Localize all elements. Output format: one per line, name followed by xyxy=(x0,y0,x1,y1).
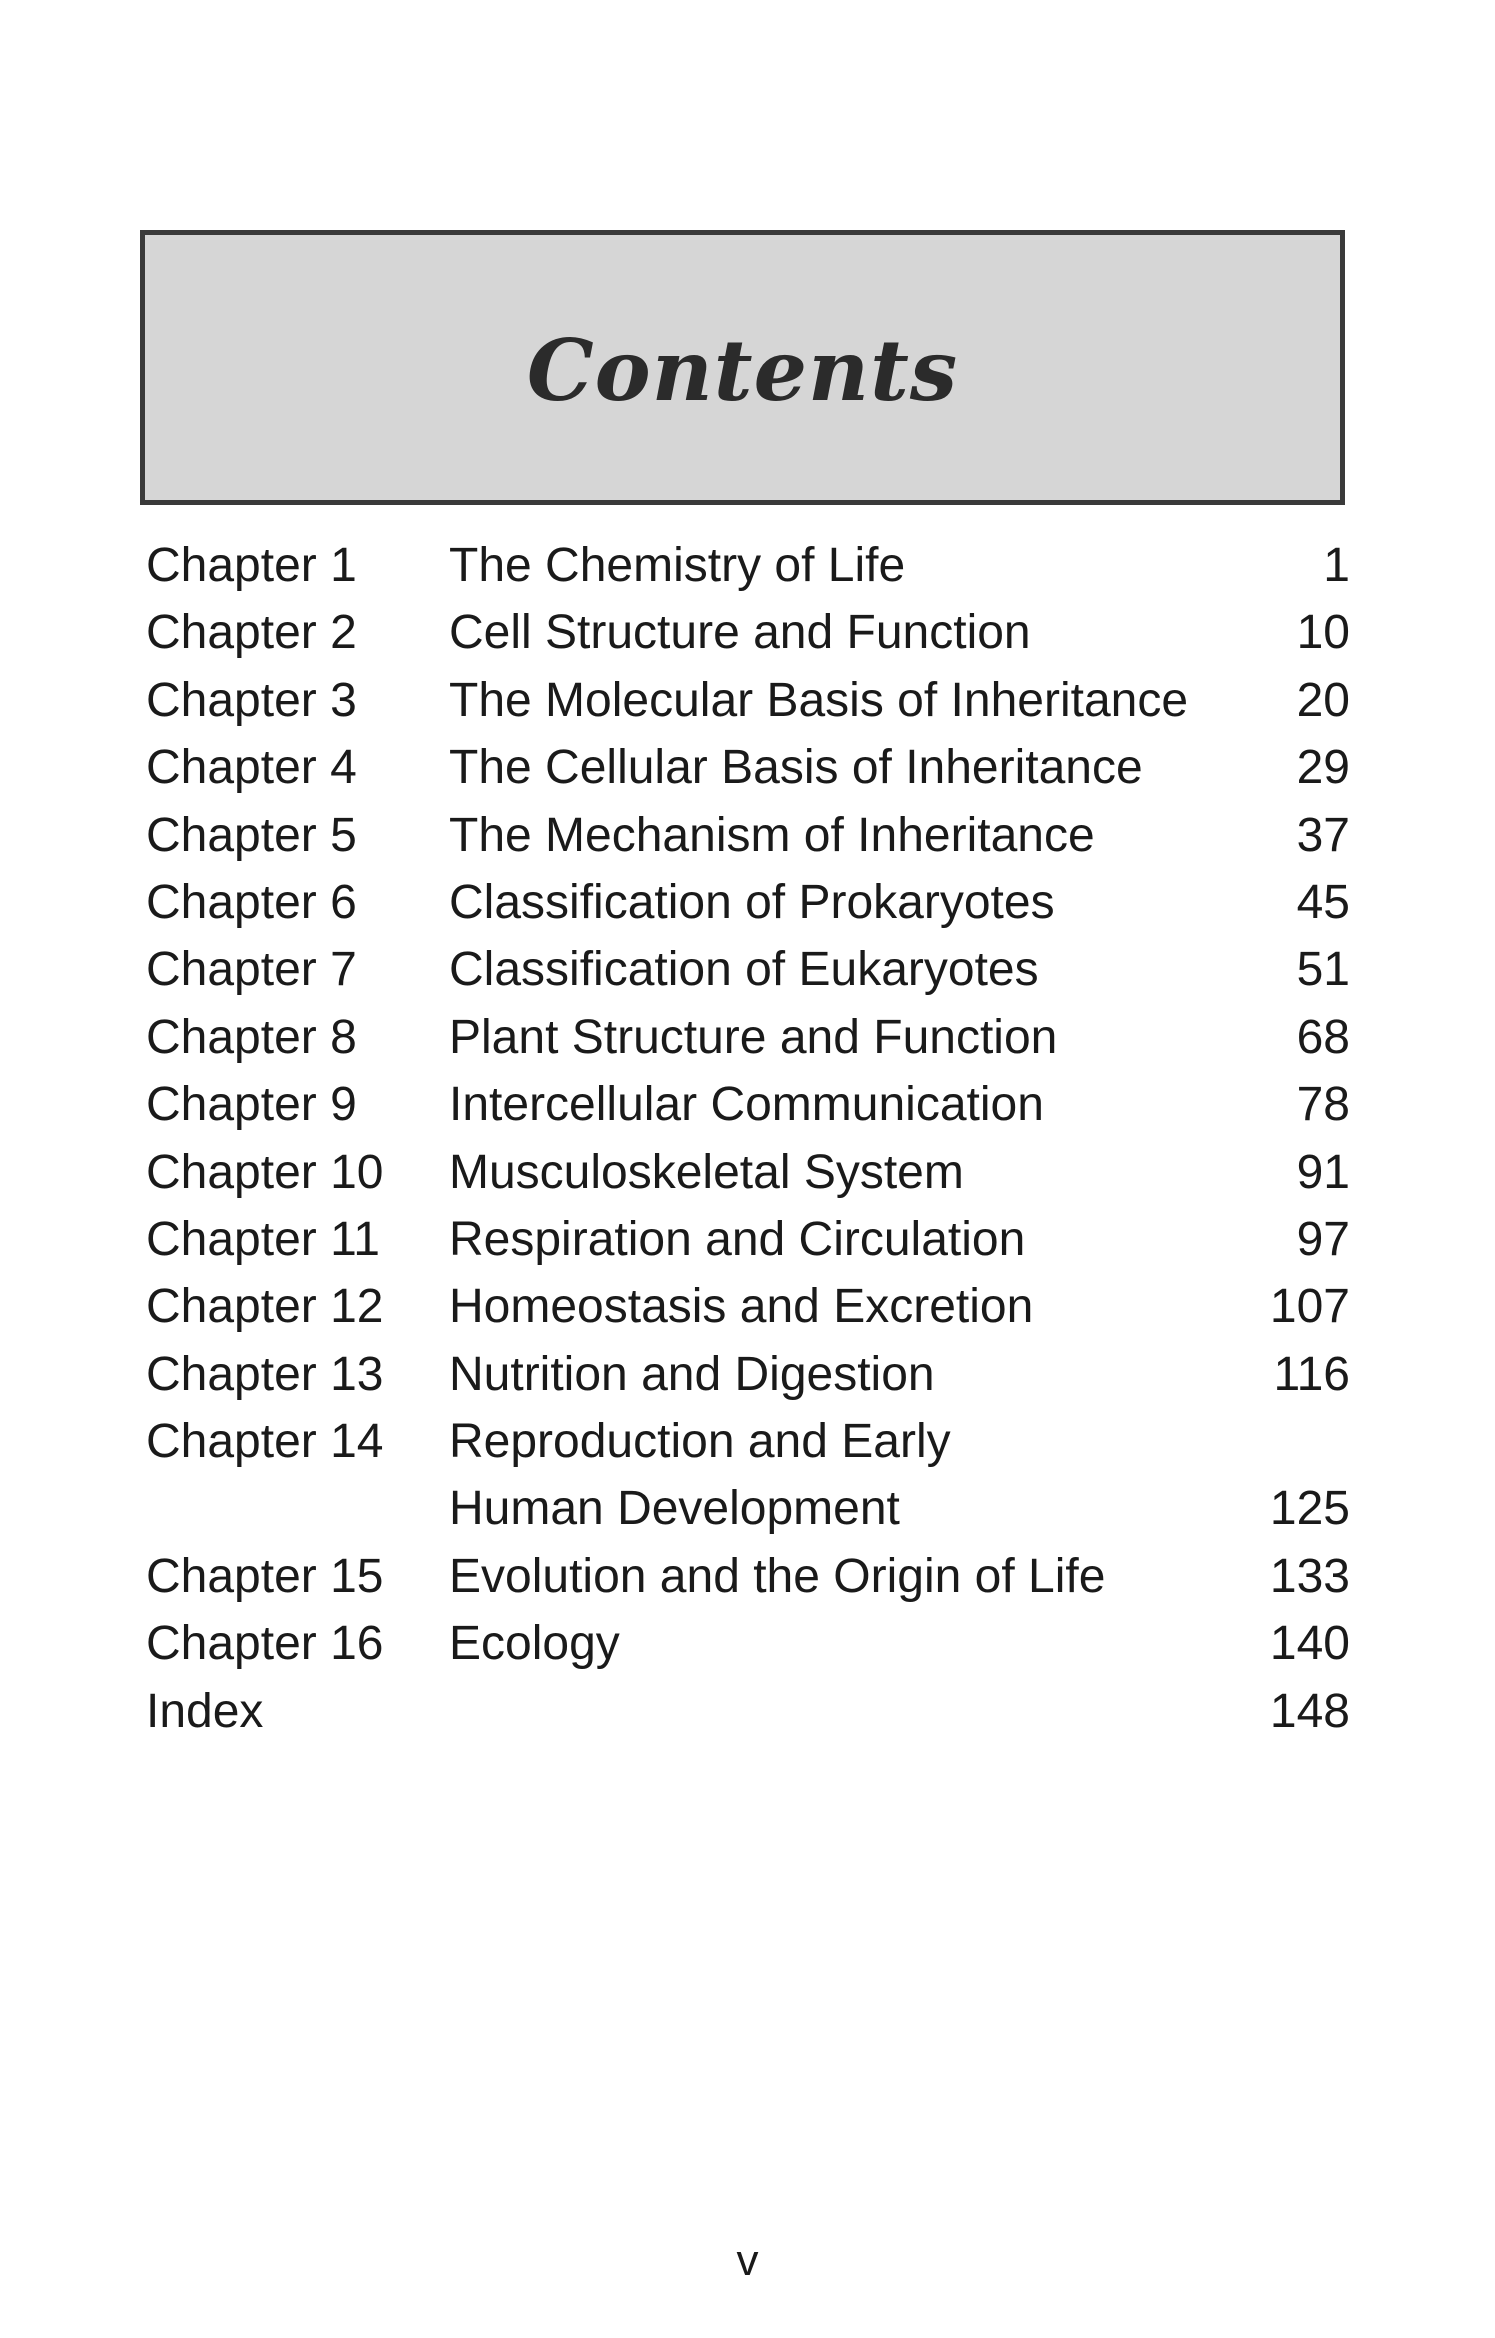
toc-entry[interactable] xyxy=(146,1543,1350,1610)
chapter-label: Chapter 1 xyxy=(146,539,357,592)
chapter-title: The Cellular Basis of Inheritance xyxy=(449,741,1143,795)
chapter-label: Chapter 2 xyxy=(146,606,357,660)
page-number: 78 xyxy=(1296,1078,1350,1132)
toc-entry[interactable] xyxy=(146,599,1350,666)
chapter-title: Homeostasis and Excretion xyxy=(449,1280,1034,1334)
chapter-title: Classification of Eukaryotes xyxy=(449,943,1039,997)
page-number: 37 xyxy=(1296,808,1350,862)
page-number: 10 xyxy=(1296,606,1350,660)
page-number: 91 xyxy=(1296,1145,1350,1199)
chapter-title-line-2: Human Development xyxy=(449,1482,900,1536)
chapter-title: Evolution and the Origin of Life xyxy=(449,1549,1106,1603)
page-number: 148 xyxy=(1269,1684,1350,1738)
page-number: 140 xyxy=(1269,1617,1350,1671)
page-number: 20 xyxy=(1296,673,1350,727)
toc-entry[interactable] xyxy=(146,1610,1350,1677)
toc-entry[interactable] xyxy=(146,532,1350,599)
chapter-title: Respiration and Circulation xyxy=(449,1212,1026,1266)
toc-entry[interactable] xyxy=(146,1408,1350,1543)
page-title: Contents xyxy=(526,321,959,420)
chapter-label: Chapter 15 xyxy=(146,1549,384,1603)
page-number: 45 xyxy=(1296,875,1350,929)
chapter-label: Chapter 3 xyxy=(146,673,357,727)
chapter-title: Cell Structure and Function xyxy=(449,606,1031,660)
chapter-title: Ecology xyxy=(449,1617,620,1671)
contents-header-box xyxy=(140,230,1345,505)
folio-page-number: v xyxy=(736,2236,759,2285)
chapter-label: Chapter 10 xyxy=(146,1145,384,1199)
page-number: 51 xyxy=(1296,943,1350,997)
page-number: 133 xyxy=(1269,1549,1350,1603)
toc-entry[interactable] xyxy=(146,1071,1350,1138)
page-number: 107 xyxy=(1269,1280,1350,1334)
page-number: 1 xyxy=(1323,539,1350,592)
toc-entry[interactable] xyxy=(146,936,1350,1003)
chapter-label: Chapter 6 xyxy=(146,875,357,929)
chapter-title xyxy=(449,1408,951,1542)
chapter-label: Chapter 8 xyxy=(146,1010,357,1064)
page-number: 29 xyxy=(1296,741,1350,795)
chapter-title: The Mechanism of Inheritance xyxy=(449,808,1095,862)
chapter-title: The Chemistry of Life xyxy=(449,539,906,592)
chapter-label: Chapter 11 xyxy=(146,1212,380,1266)
page-number: 97 xyxy=(1296,1212,1350,1266)
page-number: 68 xyxy=(1296,1010,1350,1064)
toc-entry[interactable] xyxy=(146,1206,1350,1273)
chapter-label: Chapter 14 xyxy=(146,1415,384,1469)
chapter-title: Musculoskeletal System xyxy=(449,1145,964,1199)
chapter-title-line-1: Reproduction and Early xyxy=(449,1415,951,1469)
index-label: Index xyxy=(146,1684,264,1738)
chapter-title: Plant Structure and Function xyxy=(449,1010,1058,1064)
chapter-title: The Molecular Basis of Inheritance xyxy=(449,673,1189,727)
page-number: 125 xyxy=(1269,1482,1350,1536)
toc-entry-index[interactable] xyxy=(146,1678,1350,1745)
table-of-contents xyxy=(146,532,1350,1745)
toc-entry[interactable] xyxy=(146,667,1350,734)
page-number: 116 xyxy=(1273,1347,1350,1401)
toc-entry[interactable] xyxy=(146,1139,1350,1206)
toc-entry[interactable] xyxy=(146,1341,1350,1408)
chapter-label: Chapter 5 xyxy=(146,808,357,862)
toc-entry[interactable] xyxy=(146,802,1350,869)
toc-entry[interactable] xyxy=(146,869,1350,936)
chapter-label: Chapter 7 xyxy=(146,943,357,997)
chapter-title: Nutrition and Digestion xyxy=(449,1347,935,1401)
toc-entry[interactable] xyxy=(146,1273,1350,1340)
chapter-label: Chapter 12 xyxy=(146,1280,384,1334)
chapter-label: Chapter 16 xyxy=(146,1617,384,1671)
chapter-title: Intercellular Communication xyxy=(449,1078,1044,1132)
chapter-label: Chapter 4 xyxy=(146,741,357,795)
chapter-label: Chapter 13 xyxy=(146,1347,384,1401)
chapter-title: Classification of Prokaryotes xyxy=(449,875,1055,929)
toc-entry[interactable] xyxy=(146,1004,1350,1071)
chapter-label: Chapter 9 xyxy=(146,1078,357,1132)
toc-entry[interactable] xyxy=(146,734,1350,801)
